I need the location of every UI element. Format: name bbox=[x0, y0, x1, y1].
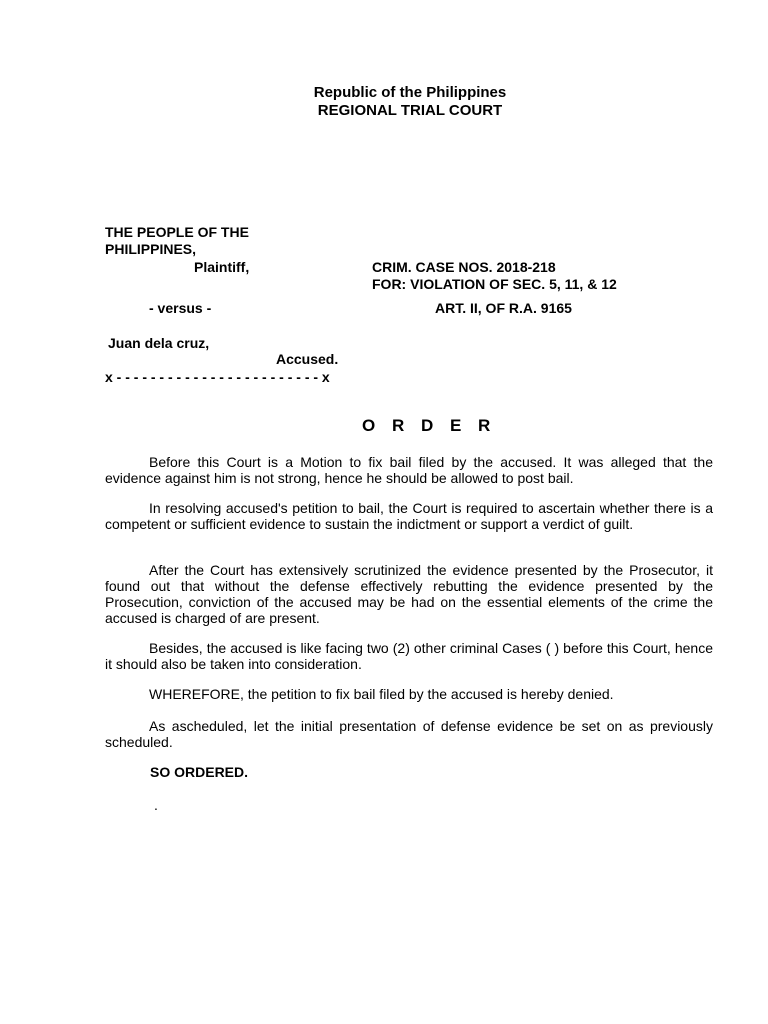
accused-name: Juan dela cruz, bbox=[108, 335, 210, 351]
case-article: ART. II, OF R.A. 9165 bbox=[435, 300, 572, 316]
header-court: REGIONAL TRIAL COURT bbox=[317, 102, 503, 119]
case-violation: FOR: VIOLATION OF SEC. 5, 11, & 12 bbox=[372, 276, 617, 292]
order-paragraph-4: Besides, the accused is like facing two (2) other criminal Cases ( ) before this Court, hence it should also be taken into consideration. bbox=[105, 640, 713, 672]
so-ordered: SO ORDERED. bbox=[150, 764, 249, 780]
order-title: O R D E R bbox=[362, 416, 497, 435]
plaintiff-line-1: THE PEOPLE OF THE bbox=[105, 224, 249, 240]
plaintiff-line-2: PHILIPPINES, bbox=[105, 241, 197, 257]
order-paragraph-1: Before this Court is a Motion to fix bail filed by the accused. It was alleged that the evidence against him is not strong, hence he should be allowed to post bail. bbox=[105, 454, 713, 486]
trailing-mark: . bbox=[154, 797, 158, 813]
case-number: CRIM. CASE NOS. 2018-218 bbox=[372, 259, 556, 275]
caption-separator: x - - - - - - - - - - - - - - - - - - - - - - - - x bbox=[105, 369, 330, 385]
plaintiff-role: Plaintiff, bbox=[194, 259, 250, 275]
order-paragraph-3: After the Court has extensively scrutinized the evidence presented by the Prosecutor, it found out that without the defense effectively rebutting the evidence presented by the Prosecution, conviction of the accused may be had on the essential elements of the crime the accused is charged of are present. bbox=[105, 562, 713, 626]
versus-label: - versus - bbox=[149, 300, 212, 316]
order-paragraph-5: WHEREFORE, the petition to fix bail filed by the accused is hereby denied. bbox=[149, 686, 614, 702]
header-republic: Republic of the Philippines bbox=[313, 84, 507, 101]
order-paragraph-2: In resolving accused's petition to bail, the Court is required to ascertain whether there is a competent or sufficient evidence to sustain the indictment or support a verdict of guilt. bbox=[105, 500, 713, 532]
order-paragraph-6: As ascheduled, let the initial presentation of defense evidence be set on as previously scheduled. bbox=[105, 718, 713, 750]
accused-role: Accused. bbox=[276, 351, 339, 367]
